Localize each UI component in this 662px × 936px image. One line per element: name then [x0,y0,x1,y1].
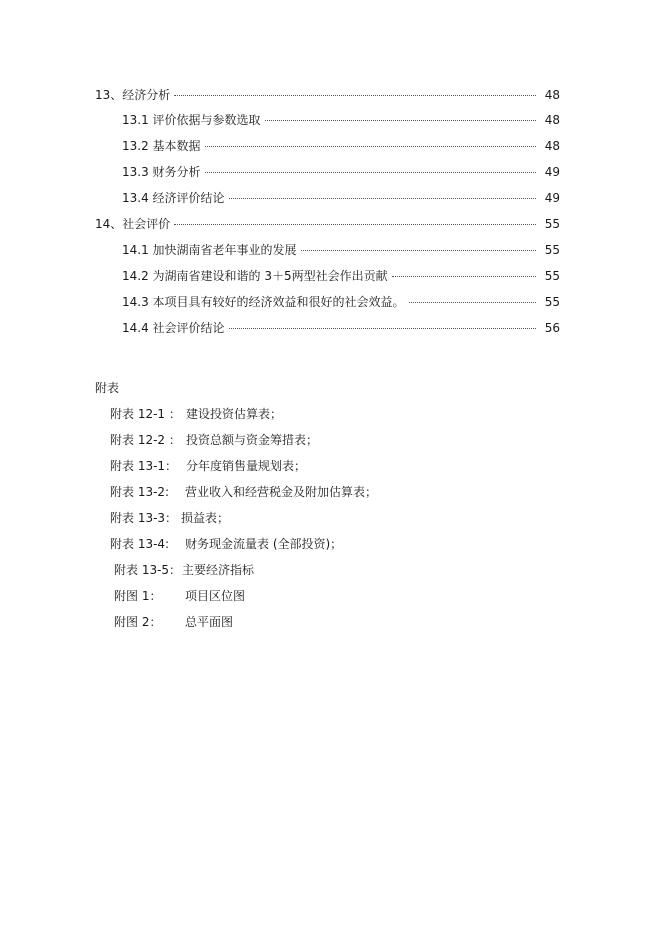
toc-page-number: 48 [544,139,560,153]
dot-leader [205,172,536,173]
toc-entry-14-2[interactable] [122,267,560,285]
toc-entry-13[interactable] [95,86,560,104]
dot-leader [229,198,536,199]
dot-leader [229,328,536,329]
appendix-item [110,483,377,501]
toc-entry-label: 14.2 为湖南省建设和谐的 3＋5两型社会作出贡献 [122,269,388,283]
toc-page-number: 55 [544,269,560,283]
toc-entry-label: 14.3 本项目具有较好的经济效益和很好的社会效益。 [122,295,405,309]
toc-entry-14-4[interactable] [122,319,560,337]
appendix-item-key: 附表 13-2: [110,485,170,499]
toc-entry-14-3[interactable] [122,293,560,311]
dot-leader [265,120,536,121]
appendix-item-key: 附表 13-4: [110,537,170,551]
toc-entry-14-1[interactable] [122,241,560,259]
appendix-item-key: 附表 12-1 ： [110,407,181,421]
toc-page-number: 48 [544,88,560,102]
appendix-item [110,405,282,423]
appendix-item-value: 主要经济指标 [182,563,255,577]
toc-entry-label: 14、社会评价 [95,217,171,231]
appendix-item-key: 附表 13-3： [110,511,178,525]
toc-entry-14[interactable] [95,215,560,233]
appendix-item-value: 投资总额与资金筹措表； [186,433,319,447]
appendix-item-key: 附表 12-2 ： [110,433,181,447]
appendix-heading: 附表 [95,381,120,395]
toc-entry-label: 13.4 经济评价结论 [122,191,225,205]
toc-page-number: 49 [544,191,560,205]
appendix-item [114,587,245,605]
appendix-item-value: 建设投资估算表； [186,407,283,421]
toc-entry-label: 14.4 社会评价结论 [122,321,225,335]
appendix-item-value: 损益表； [181,511,230,525]
toc-page-number: 55 [544,243,560,257]
appendix-item-value: 项目区位图 [185,589,246,603]
appendix-item [114,613,233,631]
appendix-item-value: 营业收入和经营税金及附加估算表； [185,485,378,499]
toc-page-number: 55 [544,295,560,309]
toc-page-number: 55 [544,217,560,231]
dot-leader [409,302,536,303]
dot-leader [174,95,536,96]
appendix-item [110,535,342,553]
toc-entry-13-4[interactable] [122,189,560,207]
appendix-item [110,457,306,475]
toc-entry-label: 13、经济分析 [95,88,171,102]
dot-leader [174,224,536,225]
toc-entry-13-2[interactable] [122,137,560,155]
appendix-item-key: 附表 13-1： [110,459,178,473]
appendix-item-value: 分年度销售量规划表； [186,459,307,473]
toc-entry-13-3[interactable] [122,163,560,181]
dot-leader [301,250,536,251]
toc-entry-13-1[interactable] [122,111,560,129]
appendix-item-value: 总平面图 [185,615,234,629]
toc-entry-label: 14.1 加快湖南省老年事业的发展 [122,243,297,257]
toc-entry-label: 13.3 财务分析 [122,165,201,179]
toc-page-number: 56 [544,321,560,335]
appendix-item-key: 附图 1： [114,589,162,603]
toc-entry-label: 13.2 基本数据 [122,139,201,153]
dot-leader [205,146,536,147]
appendix-item-key: 附图 2： [114,615,162,629]
appendix-item-key: 附表 13-5： [114,563,182,577]
toc-page-number: 49 [544,165,560,179]
appendix-item [114,561,254,579]
toc-entry-label: 13.1 评价依据与参数选取 [122,113,261,127]
toc-page-number: 48 [544,113,560,127]
appendix-item [110,509,229,527]
appendix-item [110,431,318,449]
appendix-item-value: 财务现金流量表 (全部投资)； [185,537,343,551]
dot-leader [392,276,536,277]
